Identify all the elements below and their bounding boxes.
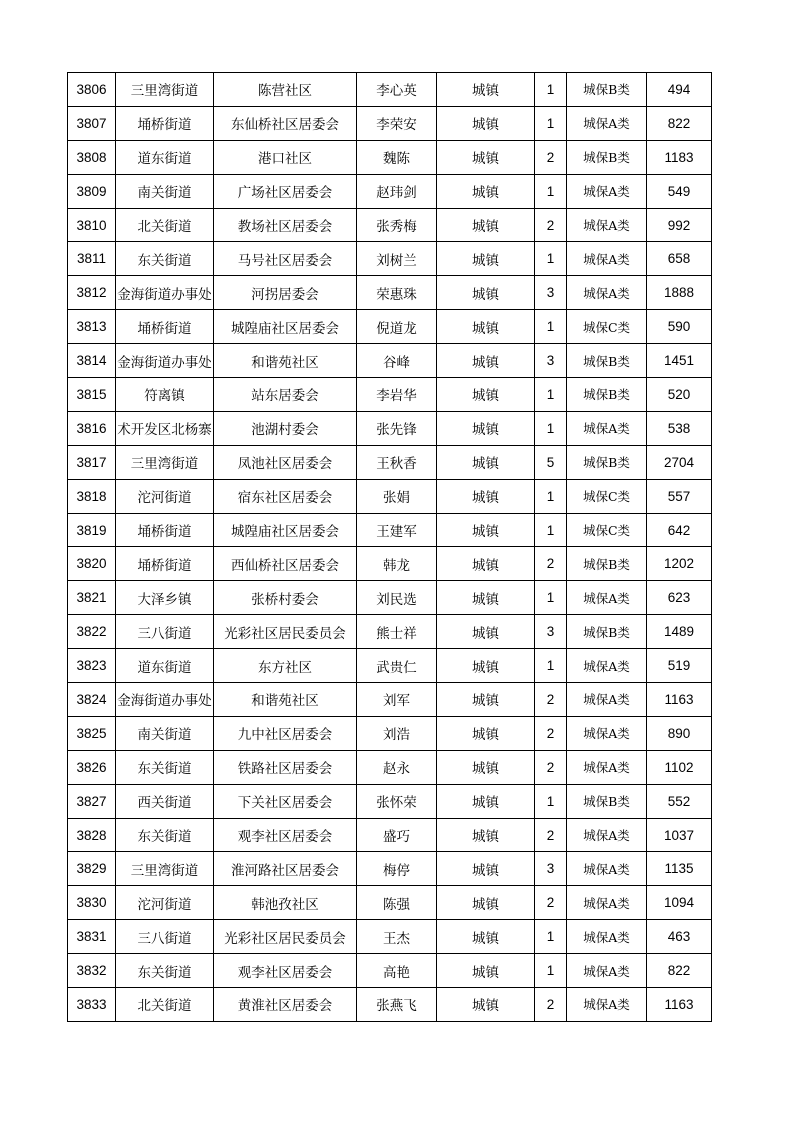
subdistrict-cell: 三八街道 bbox=[116, 615, 214, 649]
table-row bbox=[68, 784, 712, 818]
household-count-cell: 3 bbox=[535, 344, 567, 378]
amount-cell: 549 bbox=[647, 174, 712, 208]
record-id-cell: 3817 bbox=[68, 445, 116, 479]
subdistrict-cell: 金海街道办事处 bbox=[116, 344, 214, 378]
table-row bbox=[68, 615, 712, 649]
subdistrict-cell: 埇桥街道 bbox=[116, 106, 214, 140]
subdistrict-cell: 大泽乡镇 bbox=[116, 581, 214, 615]
category-cell: 城保A类 bbox=[567, 683, 647, 717]
name-cell: 张燕飞 bbox=[357, 988, 437, 1022]
subdistrict-cell: 符离镇 bbox=[116, 378, 214, 412]
household-count-cell: 1 bbox=[535, 242, 567, 276]
household-count-cell: 2 bbox=[535, 716, 567, 750]
community-cell: 站东居委会 bbox=[214, 378, 357, 412]
category-cell: 城保A类 bbox=[567, 276, 647, 310]
category-cell: 城保B类 bbox=[567, 547, 647, 581]
household-count-cell: 2 bbox=[535, 750, 567, 784]
record-id-cell: 3809 bbox=[68, 174, 116, 208]
table-row bbox=[68, 818, 712, 852]
category-cell: 城保A类 bbox=[567, 174, 647, 208]
table-row bbox=[68, 310, 712, 344]
table-row bbox=[68, 479, 712, 513]
category-cell: 城保A类 bbox=[567, 649, 647, 683]
amount-cell: 822 bbox=[647, 106, 712, 140]
amount-cell: 1102 bbox=[647, 750, 712, 784]
community-cell: 和谐苑社区 bbox=[214, 683, 357, 717]
area-type-cell: 城镇 bbox=[437, 649, 535, 683]
household-count-cell: 1 bbox=[535, 378, 567, 412]
subdistrict-cell: 三八街道 bbox=[116, 920, 214, 954]
record-id-cell: 3832 bbox=[68, 954, 116, 988]
community-cell: 池湖村委会 bbox=[214, 411, 357, 445]
subdistrict-cell: 西关街道 bbox=[116, 784, 214, 818]
name-cell: 王建军 bbox=[357, 513, 437, 547]
name-cell: 倪道龙 bbox=[357, 310, 437, 344]
area-type-cell: 城镇 bbox=[437, 411, 535, 445]
area-type-cell: 城镇 bbox=[437, 920, 535, 954]
amount-cell: 538 bbox=[647, 411, 712, 445]
community-cell: 陈营社区 bbox=[214, 73, 357, 107]
table-row bbox=[68, 242, 712, 276]
area-type-cell: 城镇 bbox=[437, 344, 535, 378]
subdistrict-cell: 术开发区北杨寨 bbox=[116, 411, 214, 445]
community-cell: 观李社区居委会 bbox=[214, 954, 357, 988]
name-cell: 盛巧 bbox=[357, 818, 437, 852]
category-cell: 城保C类 bbox=[567, 479, 647, 513]
category-cell: 城保B类 bbox=[567, 378, 647, 412]
category-cell: 城保A类 bbox=[567, 818, 647, 852]
household-count-cell: 2 bbox=[535, 140, 567, 174]
subdistrict-cell: 东关街道 bbox=[116, 242, 214, 276]
record-id-cell: 3828 bbox=[68, 818, 116, 852]
community-cell: 凤池社区居委会 bbox=[214, 445, 357, 479]
community-cell: 淮河路社区居委会 bbox=[214, 852, 357, 886]
record-id-cell: 3821 bbox=[68, 581, 116, 615]
community-cell: 观李社区居委会 bbox=[214, 818, 357, 852]
name-cell: 赵玮剑 bbox=[357, 174, 437, 208]
table-row bbox=[68, 886, 712, 920]
area-type-cell: 城镇 bbox=[437, 174, 535, 208]
household-count-cell: 2 bbox=[535, 988, 567, 1022]
subdistrict-cell: 沱河街道 bbox=[116, 886, 214, 920]
record-id-cell: 3806 bbox=[68, 73, 116, 107]
area-type-cell: 城镇 bbox=[437, 954, 535, 988]
table-row bbox=[68, 208, 712, 242]
record-id-cell: 3825 bbox=[68, 716, 116, 750]
amount-cell: 520 bbox=[647, 378, 712, 412]
table-row bbox=[68, 649, 712, 683]
name-cell: 张娟 bbox=[357, 479, 437, 513]
community-cell: 韩池孜社区 bbox=[214, 886, 357, 920]
record-id-cell: 3829 bbox=[68, 852, 116, 886]
area-type-cell: 城镇 bbox=[437, 445, 535, 479]
community-cell: 河拐居委会 bbox=[214, 276, 357, 310]
household-count-cell: 1 bbox=[535, 954, 567, 988]
community-cell: 黄淮社区居委会 bbox=[214, 988, 357, 1022]
category-cell: 城保A类 bbox=[567, 954, 647, 988]
record-id-cell: 3818 bbox=[68, 479, 116, 513]
area-type-cell: 城镇 bbox=[437, 242, 535, 276]
subdistrict-cell: 埇桥街道 bbox=[116, 513, 214, 547]
subdistrict-cell: 北关街道 bbox=[116, 988, 214, 1022]
household-count-cell: 5 bbox=[535, 445, 567, 479]
table-row bbox=[68, 988, 712, 1022]
area-type-cell: 城镇 bbox=[437, 310, 535, 344]
amount-cell: 463 bbox=[647, 920, 712, 954]
table-row bbox=[68, 683, 712, 717]
household-count-cell: 1 bbox=[535, 513, 567, 547]
name-cell: 谷峰 bbox=[357, 344, 437, 378]
amount-cell: 642 bbox=[647, 513, 712, 547]
record-id-cell: 3830 bbox=[68, 886, 116, 920]
record-id-cell: 3820 bbox=[68, 547, 116, 581]
name-cell: 张秀梅 bbox=[357, 208, 437, 242]
table-row bbox=[68, 140, 712, 174]
area-type-cell: 城镇 bbox=[437, 988, 535, 1022]
category-cell: 城保A类 bbox=[567, 581, 647, 615]
area-type-cell: 城镇 bbox=[437, 106, 535, 140]
name-cell: 张先锋 bbox=[357, 411, 437, 445]
name-cell: 刘树兰 bbox=[357, 242, 437, 276]
name-cell: 李心英 bbox=[357, 73, 437, 107]
record-id-cell: 3831 bbox=[68, 920, 116, 954]
subdistrict-cell: 埇桥街道 bbox=[116, 310, 214, 344]
category-cell: 城保B类 bbox=[567, 615, 647, 649]
amount-cell: 1451 bbox=[647, 344, 712, 378]
subdistrict-cell: 沱河街道 bbox=[116, 479, 214, 513]
amount-cell: 519 bbox=[647, 649, 712, 683]
table-row bbox=[68, 581, 712, 615]
subdistrict-cell: 三里湾街道 bbox=[116, 445, 214, 479]
subdistrict-cell: 东关街道 bbox=[116, 750, 214, 784]
area-type-cell: 城镇 bbox=[437, 73, 535, 107]
community-cell: 九中社区居委会 bbox=[214, 716, 357, 750]
community-cell: 宿东社区居委会 bbox=[214, 479, 357, 513]
household-count-cell: 1 bbox=[535, 106, 567, 140]
record-id-cell: 3814 bbox=[68, 344, 116, 378]
household-count-cell: 1 bbox=[535, 73, 567, 107]
subdistrict-cell: 南关街道 bbox=[116, 174, 214, 208]
amount-cell: 1163 bbox=[647, 683, 712, 717]
record-id-cell: 3827 bbox=[68, 784, 116, 818]
record-id-cell: 3807 bbox=[68, 106, 116, 140]
area-type-cell: 城镇 bbox=[437, 852, 535, 886]
household-count-cell: 2 bbox=[535, 886, 567, 920]
area-type-cell: 城镇 bbox=[437, 750, 535, 784]
name-cell: 李荣安 bbox=[357, 106, 437, 140]
community-cell: 城隍庙社区居委会 bbox=[214, 513, 357, 547]
subdistrict-cell: 北关街道 bbox=[116, 208, 214, 242]
table-row bbox=[68, 920, 712, 954]
amount-cell: 1183 bbox=[647, 140, 712, 174]
community-cell: 教场社区居委会 bbox=[214, 208, 357, 242]
table-row bbox=[68, 954, 712, 988]
table-row bbox=[68, 344, 712, 378]
record-id-cell: 3822 bbox=[68, 615, 116, 649]
name-cell: 陈强 bbox=[357, 886, 437, 920]
amount-cell: 992 bbox=[647, 208, 712, 242]
record-id-cell: 3812 bbox=[68, 276, 116, 310]
amount-cell: 658 bbox=[647, 242, 712, 276]
category-cell: 城保B类 bbox=[567, 140, 647, 174]
household-count-cell: 2 bbox=[535, 547, 567, 581]
table-row bbox=[68, 378, 712, 412]
record-id-cell: 3823 bbox=[68, 649, 116, 683]
name-cell: 张怀荣 bbox=[357, 784, 437, 818]
record-id-cell: 3813 bbox=[68, 310, 116, 344]
community-cell: 下关社区居委会 bbox=[214, 784, 357, 818]
area-type-cell: 城镇 bbox=[437, 615, 535, 649]
table-row bbox=[68, 174, 712, 208]
name-cell: 高艳 bbox=[357, 954, 437, 988]
household-count-cell: 3 bbox=[535, 615, 567, 649]
subdistrict-cell: 道东街道 bbox=[116, 140, 214, 174]
category-cell: 城保A类 bbox=[567, 106, 647, 140]
community-cell: 西仙桥社区居委会 bbox=[214, 547, 357, 581]
community-cell: 张桥村委会 bbox=[214, 581, 357, 615]
area-type-cell: 城镇 bbox=[437, 886, 535, 920]
household-count-cell: 1 bbox=[535, 784, 567, 818]
area-type-cell: 城镇 bbox=[437, 547, 535, 581]
table-body bbox=[68, 73, 712, 1022]
category-cell: 城保A类 bbox=[567, 920, 647, 954]
household-count-cell: 1 bbox=[535, 581, 567, 615]
household-count-cell: 1 bbox=[535, 174, 567, 208]
name-cell: 魏陈 bbox=[357, 140, 437, 174]
category-cell: 城保A类 bbox=[567, 208, 647, 242]
name-cell: 刘民选 bbox=[357, 581, 437, 615]
amount-cell: 494 bbox=[647, 73, 712, 107]
name-cell: 韩龙 bbox=[357, 547, 437, 581]
category-cell: 城保B类 bbox=[567, 344, 647, 378]
record-id-cell: 3819 bbox=[68, 513, 116, 547]
community-cell: 城隍庙社区居委会 bbox=[214, 310, 357, 344]
name-cell: 王秋香 bbox=[357, 445, 437, 479]
category-cell: 城保A类 bbox=[567, 242, 647, 276]
amount-cell: 1202 bbox=[647, 547, 712, 581]
amount-cell: 623 bbox=[647, 581, 712, 615]
household-count-cell: 1 bbox=[535, 649, 567, 683]
record-id-cell: 3833 bbox=[68, 988, 116, 1022]
community-cell: 和谐苑社区 bbox=[214, 344, 357, 378]
amount-cell: 1094 bbox=[647, 886, 712, 920]
household-count-cell: 2 bbox=[535, 818, 567, 852]
record-id-cell: 3811 bbox=[68, 242, 116, 276]
category-cell: 城保A类 bbox=[567, 988, 647, 1022]
subdistrict-cell: 道东街道 bbox=[116, 649, 214, 683]
table-row bbox=[68, 411, 712, 445]
subdistrict-cell: 南关街道 bbox=[116, 716, 214, 750]
area-type-cell: 城镇 bbox=[437, 513, 535, 547]
category-cell: 城保B类 bbox=[567, 445, 647, 479]
name-cell: 荣惠珠 bbox=[357, 276, 437, 310]
household-count-cell: 1 bbox=[535, 411, 567, 445]
area-type-cell: 城镇 bbox=[437, 276, 535, 310]
name-cell: 赵永 bbox=[357, 750, 437, 784]
table-row bbox=[68, 750, 712, 784]
category-cell: 城保C类 bbox=[567, 513, 647, 547]
subdistrict-cell: 金海街道办事处 bbox=[116, 276, 214, 310]
table-row bbox=[68, 445, 712, 479]
amount-cell: 1489 bbox=[647, 615, 712, 649]
record-id-cell: 3816 bbox=[68, 411, 116, 445]
table-row bbox=[68, 106, 712, 140]
community-cell: 东方社区 bbox=[214, 649, 357, 683]
category-cell: 城保B类 bbox=[567, 73, 647, 107]
area-type-cell: 城镇 bbox=[437, 208, 535, 242]
amount-cell: 822 bbox=[647, 954, 712, 988]
community-cell: 东仙桥社区居委会 bbox=[214, 106, 357, 140]
record-id-cell: 3826 bbox=[68, 750, 116, 784]
subdistrict-cell: 埇桥街道 bbox=[116, 547, 214, 581]
community-cell: 铁路社区居委会 bbox=[214, 750, 357, 784]
household-count-cell: 2 bbox=[535, 208, 567, 242]
amount-cell: 1037 bbox=[647, 818, 712, 852]
name-cell: 刘军 bbox=[357, 683, 437, 717]
community-cell: 光彩社区居民委员会 bbox=[214, 920, 357, 954]
household-count-cell: 3 bbox=[535, 276, 567, 310]
amount-cell: 1888 bbox=[647, 276, 712, 310]
table-row bbox=[68, 547, 712, 581]
amount-cell: 2704 bbox=[647, 445, 712, 479]
household-count-cell: 2 bbox=[535, 683, 567, 717]
name-cell: 李岩华 bbox=[357, 378, 437, 412]
area-type-cell: 城镇 bbox=[437, 716, 535, 750]
subdistrict-cell: 东关街道 bbox=[116, 818, 214, 852]
category-cell: 城保A类 bbox=[567, 750, 647, 784]
record-id-cell: 3808 bbox=[68, 140, 116, 174]
name-cell: 刘浩 bbox=[357, 716, 437, 750]
category-cell: 城保A类 bbox=[567, 886, 647, 920]
records-table bbox=[67, 72, 712, 1022]
amount-cell: 557 bbox=[647, 479, 712, 513]
name-cell: 梅停 bbox=[357, 852, 437, 886]
table-row bbox=[68, 73, 712, 107]
name-cell: 熊士祥 bbox=[357, 615, 437, 649]
amount-cell: 552 bbox=[647, 784, 712, 818]
amount-cell: 890 bbox=[647, 716, 712, 750]
subdistrict-cell: 金海街道办事处 bbox=[116, 683, 214, 717]
area-type-cell: 城镇 bbox=[437, 683, 535, 717]
community-cell: 马号社区居委会 bbox=[214, 242, 357, 276]
category-cell: 城保C类 bbox=[567, 310, 647, 344]
community-cell: 港口社区 bbox=[214, 140, 357, 174]
area-type-cell: 城镇 bbox=[437, 818, 535, 852]
subdistrict-cell: 三里湾街道 bbox=[116, 73, 214, 107]
category-cell: 城保A类 bbox=[567, 852, 647, 886]
subdistrict-cell: 东关街道 bbox=[116, 954, 214, 988]
amount-cell: 590 bbox=[647, 310, 712, 344]
amount-cell: 1163 bbox=[647, 988, 712, 1022]
subdistrict-cell: 三里湾街道 bbox=[116, 852, 214, 886]
household-count-cell: 1 bbox=[535, 310, 567, 344]
table-row bbox=[68, 276, 712, 310]
area-type-cell: 城镇 bbox=[437, 140, 535, 174]
table-row bbox=[68, 852, 712, 886]
name-cell: 王杰 bbox=[357, 920, 437, 954]
area-type-cell: 城镇 bbox=[437, 479, 535, 513]
household-count-cell: 3 bbox=[535, 852, 567, 886]
table-row bbox=[68, 716, 712, 750]
amount-cell: 1135 bbox=[647, 852, 712, 886]
community-cell: 光彩社区居民委员会 bbox=[214, 615, 357, 649]
area-type-cell: 城镇 bbox=[437, 378, 535, 412]
category-cell: 城保A类 bbox=[567, 411, 647, 445]
category-cell: 城保A类 bbox=[567, 716, 647, 750]
record-id-cell: 3810 bbox=[68, 208, 116, 242]
household-count-cell: 1 bbox=[535, 920, 567, 954]
area-type-cell: 城镇 bbox=[437, 581, 535, 615]
record-id-cell: 3824 bbox=[68, 683, 116, 717]
name-cell: 武贵仁 bbox=[357, 649, 437, 683]
household-count-cell: 1 bbox=[535, 479, 567, 513]
area-type-cell: 城镇 bbox=[437, 784, 535, 818]
table-row bbox=[68, 513, 712, 547]
category-cell: 城保B类 bbox=[567, 784, 647, 818]
record-id-cell: 3815 bbox=[68, 378, 116, 412]
community-cell: 广场社区居委会 bbox=[214, 174, 357, 208]
